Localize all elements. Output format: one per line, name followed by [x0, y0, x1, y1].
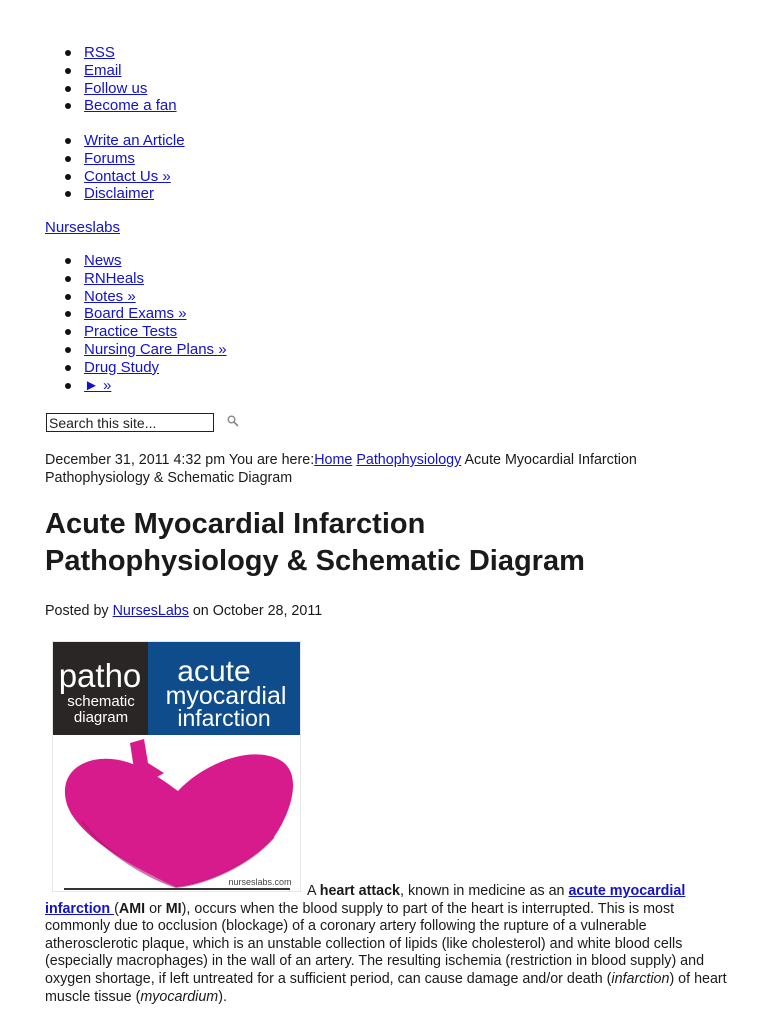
write-an-article-link[interactable]: Write an Article: [84, 132, 185, 149]
hero-watermark: nurseslabs.com: [228, 877, 292, 887]
nav-rnheals-link[interactable]: RNHeals: [84, 269, 145, 287]
site-links-list: [0, 132, 185, 203]
nav-item: [84, 252, 227, 270]
nav-more-link[interactable]: ► »: [84, 376, 112, 394]
post-datetime: December 31, 2011 4:32 pm: [45, 452, 226, 468]
nav-item: [84, 288, 227, 306]
become-a-fan-link[interactable]: Become a fan: [84, 97, 177, 115]
breadcrumb-prefix: You are here:: [228, 452, 315, 468]
list-item: [84, 185, 185, 203]
email-link[interactable]: Email: [84, 61, 122, 79]
social-links-list: [0, 44, 177, 115]
hero-image: [52, 641, 301, 892]
ami-abbrev: AMI: [118, 900, 146, 917]
nav-item: [84, 359, 227, 377]
list-item: [84, 132, 185, 150]
myocardium-term: myocardium: [140, 988, 219, 1005]
list-item: [84, 97, 177, 115]
infarction-term: infarction: [611, 970, 670, 987]
hero-left-sub1: schematic: [67, 693, 135, 710]
nav-board-exams-link[interactable]: Board Exams »: [84, 305, 187, 323]
body-text: A: [307, 883, 320, 899]
hero-left-word: patho: [58, 657, 142, 694]
nav-notes-link[interactable]: Notes »: [84, 287, 136, 305]
list-item: [84, 80, 177, 98]
list-item: [84, 150, 185, 168]
forums-link[interactable]: Forums: [84, 149, 135, 167]
title-line-1: Acute Myocardial Infarction: [45, 508, 426, 540]
ami-link[interactable]: acute myocardial infarction: [45, 883, 686, 917]
contact-us-link[interactable]: Contact Us »: [84, 167, 171, 185]
hero-left-sub2: diagram: [73, 709, 129, 726]
list-item: [84, 62, 177, 80]
nav-item: [84, 341, 227, 359]
search-input[interactable]: [46, 413, 214, 432]
nav-item: [84, 270, 227, 288]
nav-item: [84, 305, 227, 323]
disclaimer-link[interactable]: Disclaimer: [84, 185, 155, 203]
body-text: (: [114, 900, 119, 917]
body-text: ) of heart muscle tissue (: [45, 970, 727, 1005]
post-date: October 28, 2011: [212, 603, 323, 619]
list-item: [84, 168, 185, 186]
byline-prefix: Posted by: [45, 603, 109, 619]
byline: [45, 602, 322, 620]
hero-right-word2: myocardial: [165, 682, 287, 710]
author-link[interactable]: NursesLabs: [112, 603, 189, 619]
article-body: [45, 883, 735, 1006]
list-item: [84, 44, 177, 62]
nav-news-link[interactable]: News: [84, 252, 122, 269]
article-title: [45, 506, 745, 580]
body-text: ).: [218, 988, 227, 1005]
nav-practice-tests-link[interactable]: Practice Tests: [84, 323, 178, 341]
follow-us-link[interactable]: Follow us: [84, 79, 148, 97]
body-text: or: [145, 900, 166, 917]
breadcrumb-category-link[interactable]: Pathophysiology: [356, 452, 462, 468]
breadcrumb: [45, 452, 735, 487]
main-nav-list: [0, 252, 227, 394]
rss-link[interactable]: RSS: [84, 44, 115, 61]
nav-drug-study-link[interactable]: Drug Study: [84, 358, 160, 376]
nav-nursing-care-plans-link[interactable]: Nursing Care Plans »: [84, 340, 227, 358]
site-logo-link[interactable]: Nurseslabs: [45, 219, 121, 236]
body-text: , known in medicine as an: [400, 883, 569, 899]
hero-right-word3: infarction: [177, 705, 271, 731]
breadcrumb-current: Acute Myocardial Infarction Pathophysiology & Schematic Diagram: [45, 452, 637, 486]
title-line-2: Pathophysiology & Schematic Diagram: [45, 545, 585, 577]
heart-attack-term: heart attack: [319, 883, 400, 899]
body-text: ), occurs when the blood supply to part of the heart is interrupted. This is most commonly due to occlusion (blockage) of a coronary artery following the rupture of a vulnerable atherosclerotic plaque, which is an unstable collection of lipids (like cholesterol) and white blood cells (especially macrophages) in the wall of an artery. The resulting ischemia (restriction in blood supply) and oxygen shortage, if left untreated for a sufficient period, can cause damage and/or death (: [45, 900, 705, 987]
mi-abbrev: MI: [165, 900, 182, 917]
nav-item: [84, 323, 227, 341]
hero-right-word1: acute: [177, 655, 251, 688]
search-icon[interactable]: [226, 414, 240, 428]
breadcrumb-home-link[interactable]: Home: [314, 452, 353, 468]
byline-on: on: [192, 603, 209, 619]
nav-item: [84, 377, 227, 395]
